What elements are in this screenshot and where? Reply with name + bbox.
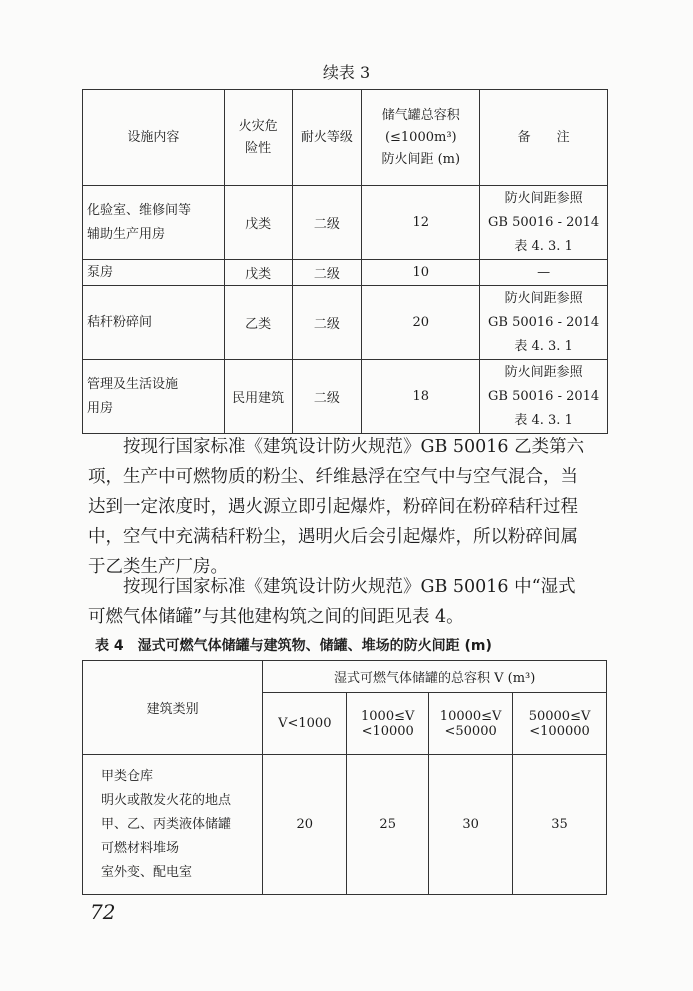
paragraph-line: 项，生产中可燃物质的粉尘、纤维悬浮在空气中与空气混合，当 bbox=[88, 467, 578, 487]
table3-cell-facility: 管理及生活设施 用房 bbox=[83, 360, 225, 434]
paragraph-line: 按现行国家标准《建筑设计防火规范》GB 50016 乙类第六 bbox=[123, 437, 585, 457]
table4-caption: 表 4 湿式可燃气体储罐与建筑物、储罐、堆场的防火间距 (m) bbox=[95, 638, 492, 654]
table3-header-note: 备 注 bbox=[480, 90, 608, 186]
table4-header-col: 1000≤V <10000 bbox=[347, 693, 429, 755]
table4-header-row bbox=[83, 661, 607, 693]
table-row bbox=[83, 360, 608, 434]
table4-header-col: V<1000 bbox=[263, 693, 347, 755]
table3-cell-hazard: 戊类 bbox=[224, 260, 292, 286]
table3-cell-hazard: 民用建筑 bbox=[224, 360, 292, 434]
table3-header-hazard: 火灾危 险性 bbox=[224, 90, 292, 186]
table3-cell-grade: 二级 bbox=[292, 360, 362, 434]
table4-header-volume: 湿式可燃气体储罐的总容积 V (m³) bbox=[263, 661, 607, 693]
paragraph-line: 达到一定浓度时，遇火源立即引起爆炸，粉碎间在粉碎秸秆过程 bbox=[88, 497, 578, 517]
table-row bbox=[83, 286, 608, 360]
table3-cell-grade: 二级 bbox=[292, 186, 362, 260]
table3-cell-facility: 秸秆粉碎间 bbox=[83, 286, 225, 360]
table3-header-grade: 耐火等级 bbox=[292, 90, 362, 186]
table4-cell-value: 25 bbox=[347, 755, 429, 895]
table3-cell-distance: 12 bbox=[362, 186, 480, 260]
table3-cell-distance: 20 bbox=[362, 286, 480, 360]
table-row bbox=[83, 260, 608, 286]
paragraph-line: 按现行国家标准《建筑设计防火规范》GB 50016 中“湿式 bbox=[123, 577, 576, 597]
table3-cell-facility: 泵房 bbox=[83, 260, 225, 286]
paragraph-line: 于乙类生产厂房。 bbox=[88, 557, 228, 577]
table3-cell-distance: 10 bbox=[362, 260, 480, 286]
table-3-continued bbox=[82, 89, 608, 434]
table3-cell-note: 防火间距参照 GB 50016 - 2014 表 4. 3. 1 bbox=[480, 286, 608, 360]
paragraph-line: 可燃气体储罐”与其他建构筑之间的间距见表 4。 bbox=[88, 607, 464, 627]
table3-cell-facility: 化验室、维修间等 辅助生产用房 bbox=[83, 186, 225, 260]
table4-header-category: 建筑类别 bbox=[83, 661, 263, 755]
page-number: 72 bbox=[90, 900, 116, 924]
paragraph-line: 中，空气中充满秸秆粉尘，遇明火后会引起爆炸，所以粉碎间属 bbox=[88, 527, 578, 547]
table3-caption: 续表 3 bbox=[322, 63, 371, 82]
table3-cell-note: 防火间距参照 GB 50016 - 2014 表 4. 3. 1 bbox=[480, 186, 608, 260]
table3-cell-note: — bbox=[480, 260, 608, 286]
table3-header-distance: 储气罐总容积 (≤1000m³) 防火间距 (m) bbox=[362, 90, 480, 186]
table-row bbox=[83, 755, 607, 895]
table4-header-col: 50000≤V <100000 bbox=[513, 693, 607, 755]
table3-cell-grade: 二级 bbox=[292, 286, 362, 360]
table4-cell-categories: 甲类仓库 明火或散发火花的地点 甲、乙、丙类液体储罐 可燃材料堆场 室外变、配电室 bbox=[83, 755, 263, 895]
table4-cell-value: 35 bbox=[513, 755, 607, 895]
table3-cell-note: 防火间距参照 GB 50016 - 2014 表 4. 3. 1 bbox=[480, 360, 608, 434]
table-4 bbox=[82, 660, 607, 895]
body-paragraph-2 bbox=[88, 572, 608, 632]
table-row bbox=[83, 186, 608, 260]
table4-cell-value: 30 bbox=[429, 755, 513, 895]
table3-cell-hazard: 乙类 bbox=[224, 286, 292, 360]
table3-cell-grade: 二级 bbox=[292, 260, 362, 286]
table3-header-facility: 设施内容 bbox=[83, 90, 225, 186]
table3-cell-hazard: 戊类 bbox=[224, 186, 292, 260]
table4-cell-value: 20 bbox=[263, 755, 347, 895]
table3-header-row bbox=[83, 90, 608, 186]
table3-cell-distance: 18 bbox=[362, 360, 480, 434]
body-paragraph-1 bbox=[88, 432, 608, 582]
table4-header-col: 10000≤V <50000 bbox=[429, 693, 513, 755]
